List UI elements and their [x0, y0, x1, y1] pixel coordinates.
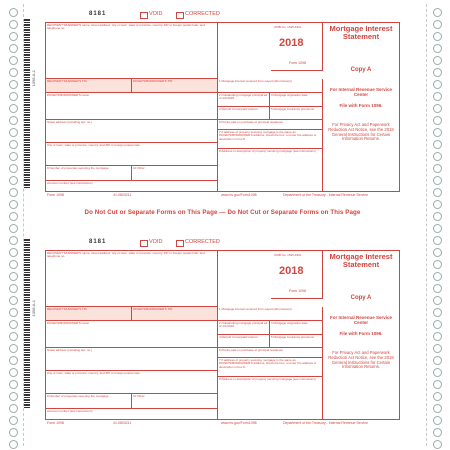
tractor-hole: [9, 284, 18, 293]
tractor-hole: [9, 332, 18, 341]
tax-year: [279, 37, 304, 49]
tractor-hole: [9, 272, 18, 281]
box9-field[interactable]: [46, 394, 132, 409]
box5-field[interactable]: [270, 107, 323, 120]
box10-field[interactable]: [132, 394, 218, 409]
corrected-label: CORRECTED: [185, 239, 220, 245]
form-number: Form 1098: [289, 289, 306, 293]
tractor-hole: [433, 188, 442, 197]
year-box: [271, 251, 323, 299]
tractor-hole: [433, 404, 442, 413]
box8-field[interactable]: [218, 149, 323, 192]
corrected-checkbox[interactable]: [176, 12, 184, 19]
year-prefix: 20: [279, 37, 292, 49]
tractor-hole: [433, 164, 442, 173]
box1-field[interactable]: [218, 79, 323, 93]
tractor-hole: [433, 104, 442, 113]
tractor-hole: [433, 248, 442, 257]
account-number-field[interactable]: [46, 409, 218, 420]
corrected-label: CORRECTED: [185, 11, 220, 17]
omb-number: OMB No. 1545-1901: [274, 25, 302, 29]
box5-field[interactable]: [270, 335, 323, 348]
tractor-hole: [433, 368, 442, 377]
tractor-hole: [9, 356, 18, 365]
tractor-hole: [433, 32, 442, 41]
city-field[interactable]: [46, 371, 218, 394]
void-checkbox[interactable]: [140, 12, 148, 19]
tractor-hole: [9, 164, 18, 173]
lender-tin-field[interactable]: [46, 307, 132, 321]
form-grid: [45, 250, 400, 420]
payer-tin-field[interactable]: [132, 307, 218, 321]
lender-info-label: RECIPIENT'S/LENDER'S name, street address, city or town, state or province, country, ZIP or foreign postal code, and telephone no.: [47, 23, 205, 31]
tax-year: [279, 265, 304, 277]
tractor-hole: [9, 308, 18, 317]
tractor-hole: [9, 140, 18, 149]
year-box: [271, 23, 323, 71]
file-with-note: File with Form 1096.: [339, 103, 383, 108]
tractor-hole: [433, 152, 442, 161]
box7-label: 7 If address of property securing mortgage is the same as PAYER'S/BORROWER'S address, check the box, or enter the address or description in box 8.: [219, 358, 317, 369]
tractor-hole: [9, 380, 18, 389]
box1-label: 1 Mortgage interest received from payer(s)/borrower(s): [219, 79, 292, 83]
tractor-hole: [433, 392, 442, 401]
side-code: 1098-A-1: [31, 300, 36, 317]
tractor-hole: [9, 116, 18, 125]
side-code: 1098-A-1: [31, 70, 36, 87]
tractor-hole: [433, 140, 442, 149]
box3-field[interactable]: [270, 93, 323, 107]
tractor-hole: [433, 284, 442, 293]
city-field[interactable]: [46, 143, 218, 166]
copy-title: Copy A: [350, 67, 372, 73]
year-suffix: 18: [291, 265, 304, 277]
box10-field[interactable]: [132, 166, 218, 181]
form-header-line: [45, 10, 400, 22]
tractor-hole: [9, 20, 18, 29]
tractor-hole: [9, 416, 18, 425]
corrected-checkbox[interactable]: [176, 240, 184, 247]
box8-label: 8 Address or description of property securing mortgage (see instructions): [219, 149, 316, 153]
city-label: City or town, state or province, country, and ZIP or foreign postal code: [47, 143, 140, 147]
form-1098-copy-upper: [45, 10, 400, 203]
footer-department: Department of the Treasury - Internal Revenue Service: [283, 421, 369, 425]
void-label: VOID: [149, 11, 163, 17]
street-address-label: Street address (including apt. no.): [47, 120, 93, 124]
tractor-hole: [433, 332, 442, 341]
lender-tin-label: RECIPIENT'S/LENDER'S TIN: [47, 307, 87, 311]
footer-cat-number: 41-0803211: [113, 421, 132, 425]
footer-form-label: Form 1098: [47, 193, 64, 197]
payer-tin-label: PAYER'S/BORROWER'S TIN: [133, 79, 173, 83]
box3-field[interactable]: [270, 321, 323, 335]
footer-form-label: Form 1098: [47, 421, 64, 425]
tractor-hole: [9, 56, 18, 65]
box1-label: 1 Mortgage interest received from payer(s)/borrower(s): [219, 307, 292, 311]
box6-field[interactable]: [218, 120, 323, 130]
tractor-hole: [9, 128, 18, 137]
barcode: [24, 18, 30, 188]
tractor-hole: [433, 428, 442, 437]
form-title: Mortgage Interest Statement: [329, 24, 393, 41]
payer-tin-label: PAYER'S/BORROWER'S TIN: [133, 307, 173, 311]
form-grid: [45, 22, 400, 192]
lender-info-label: RECIPIENT'S/LENDER'S name, street address, city or town, state or province, country, ZIP or foreign postal code, and telephone no.: [47, 251, 205, 259]
form-1098-copy-lower: [45, 238, 400, 431]
street-address-field[interactable]: [46, 120, 218, 143]
year-suffix: 18: [291, 37, 304, 49]
account-number-label: Account number (see instructions): [47, 181, 93, 185]
tractor-hole: [433, 68, 442, 77]
lender-info-field[interactable]: [46, 23, 218, 79]
tractor-hole: [9, 68, 18, 77]
form-number: Form 1098: [289, 61, 306, 65]
tractor-hole: [433, 200, 442, 209]
tractor-hole: [9, 320, 18, 329]
footer-department: Department of the Treasury - Internal Revenue Service: [283, 193, 369, 197]
lender-info-field[interactable]: [46, 251, 218, 307]
form-code: 8181: [89, 239, 107, 245]
tractor-hole: [433, 212, 442, 221]
form-code: 8181: [89, 11, 107, 17]
privacy-notice: For Privacy Act and Paperwork Reduction Act Notice, see the 2018 General Instructions for Certain Information Returns.: [328, 122, 394, 142]
box9-label: 9 Number of properties securing the mortgage: [47, 166, 109, 170]
omb-number: OMB No. 1545-1901: [274, 253, 302, 257]
void-label: VOID: [149, 239, 163, 245]
tractor-hole: [9, 236, 18, 245]
right-tractor-strip: [428, 4, 446, 446]
tractor-hole: [9, 440, 18, 449]
box10-label: 10 Other: [133, 166, 145, 170]
file-with-note: File with Form 1096.: [339, 331, 383, 336]
payer-name-label: PAYER'S/BORROWER'S name: [47, 93, 90, 97]
tractor-hole: [9, 32, 18, 41]
tractor-hole: [433, 356, 442, 365]
box2-field[interactable]: [218, 321, 270, 335]
tractor-hole: [9, 248, 18, 257]
tractor-hole: [433, 80, 442, 89]
box6-label: 6 Points paid on purchase of principal residence: [219, 348, 283, 352]
form-title: Mortgage Interest Statement: [329, 252, 393, 269]
tractor-hole: [433, 92, 442, 101]
tractor-hole: [433, 272, 442, 281]
tractor-hole: [433, 56, 442, 65]
tractor-hole: [9, 92, 18, 101]
tractor-hole: [433, 44, 442, 53]
city-label: City or town, state or province, country, and ZIP or foreign postal code: [47, 371, 140, 375]
tractor-hole: [9, 404, 18, 413]
tractor-hole: [9, 152, 18, 161]
tractor-hole: [433, 296, 442, 305]
tractor-hole: [9, 188, 18, 197]
payer-name-label: PAYER'S/BORROWER'S name: [47, 321, 90, 325]
tractor-hole: [9, 212, 18, 221]
account-number-field[interactable]: [46, 181, 218, 192]
barcode: [24, 238, 30, 408]
box7-label: 7 If address of property securing mortgage is the same as PAYER'S/BORROWER'S address, check the box, or enter the address or description in box 8.: [219, 130, 317, 141]
copy-destination: For Internal Revenue Service Center: [329, 315, 393, 325]
lender-tin-label: RECIPIENT'S/LENDER'S TIN: [47, 79, 87, 83]
tractor-hole: [9, 8, 18, 17]
box4-label: 4 Refund of overpaid interest: [219, 335, 258, 339]
tractor-hole: [433, 344, 442, 353]
box1-field[interactable]: [218, 307, 323, 321]
footer-url[interactable]: www.irs.gov/Form1098: [221, 421, 257, 425]
year-prefix: 20: [279, 265, 292, 277]
tractor-hole: [433, 440, 442, 449]
tractor-hole: [433, 260, 442, 269]
box4-label: 4 Refund of overpaid interest: [219, 107, 258, 111]
lender-tin-field[interactable]: [46, 79, 132, 93]
right-perforation: [426, 4, 427, 446]
tractor-hole: [433, 116, 442, 125]
box5-label: 5 Mortgage insurance premiums: [271, 107, 315, 111]
tractor-hole: [9, 344, 18, 353]
box8-label: 8 Address or description of property securing mortgage (see instructions): [219, 377, 316, 381]
tractor-hole: [433, 176, 442, 185]
tractor-hole: [9, 176, 18, 185]
left-tractor-strip: [4, 4, 22, 446]
tractor-hole: [9, 296, 18, 305]
box2-field[interactable]: [218, 93, 270, 107]
tractor-hole: [9, 392, 18, 401]
tractor-hole: [9, 104, 18, 113]
tractor-hole: [9, 44, 18, 53]
copy-destination: For Internal Revenue Service Center: [329, 87, 393, 97]
tractor-hole: [433, 236, 442, 245]
footer-url[interactable]: www.irs.gov/Form1098: [221, 193, 257, 197]
payer-name-field[interactable]: [46, 93, 218, 120]
payer-tin-field[interactable]: [132, 79, 218, 93]
street-address-field[interactable]: [46, 348, 218, 371]
tractor-hole: [433, 128, 442, 137]
box3-label: 3 Mortgage origination date: [271, 321, 308, 325]
box6-label: 6 Points paid on purchase of principal residence: [219, 120, 283, 124]
box2-label: 2 Outstanding mortgage principal as of 1/1/2018: [219, 93, 268, 101]
tractor-hole: [433, 308, 442, 317]
tractor-hole: [9, 260, 18, 269]
box2-label: 2 Outstanding mortgage principal as of 1/1/2018: [219, 321, 268, 329]
form-header-line: [45, 238, 400, 250]
box4-field[interactable]: [218, 107, 270, 120]
tractor-hole: [433, 224, 442, 233]
footer-cat-number: 41-0803211: [113, 193, 132, 197]
tractor-hole: [433, 20, 442, 29]
box6-field[interactable]: [218, 348, 323, 358]
tractor-hole: [9, 80, 18, 89]
tractor-hole: [9, 428, 18, 437]
box7-field[interactable]: [218, 130, 323, 149]
box9-field[interactable]: [46, 166, 132, 181]
box7-field[interactable]: [218, 358, 323, 377]
tractor-hole: [433, 416, 442, 425]
tractor-hole: [9, 200, 18, 209]
tractor-hole: [9, 368, 18, 377]
box5-label: 5 Mortgage insurance premiums: [271, 335, 315, 339]
privacy-notice: For Privacy Act and Paperwork Reduction Act Notice, see the 2018 General Instructions for Certain Information Returns.: [328, 350, 394, 370]
account-number-label: Account number (see instructions): [47, 409, 93, 413]
tractor-hole: [433, 8, 442, 17]
payer-name-field[interactable]: [46, 321, 218, 348]
box10-label: 10 Other: [133, 394, 145, 398]
box4-field[interactable]: [218, 335, 270, 348]
tractor-hole: [433, 320, 442, 329]
copy-title: Copy A: [350, 295, 372, 301]
do-not-cut-notice: Do Not Cut or Separate Forms on This Page — Do Not Cut or Separate Forms on This Page: [84, 209, 361, 216]
box9-label: 9 Number of properties securing the mortgage: [47, 394, 109, 398]
street-address-label: Street address (including apt. no.): [47, 348, 93, 352]
tractor-hole: [433, 380, 442, 389]
tractor-hole: [9, 224, 18, 233]
box3-label: 3 Mortgage origination date: [271, 93, 308, 97]
box8-field[interactable]: [218, 377, 323, 420]
void-checkbox[interactable]: [140, 240, 148, 247]
